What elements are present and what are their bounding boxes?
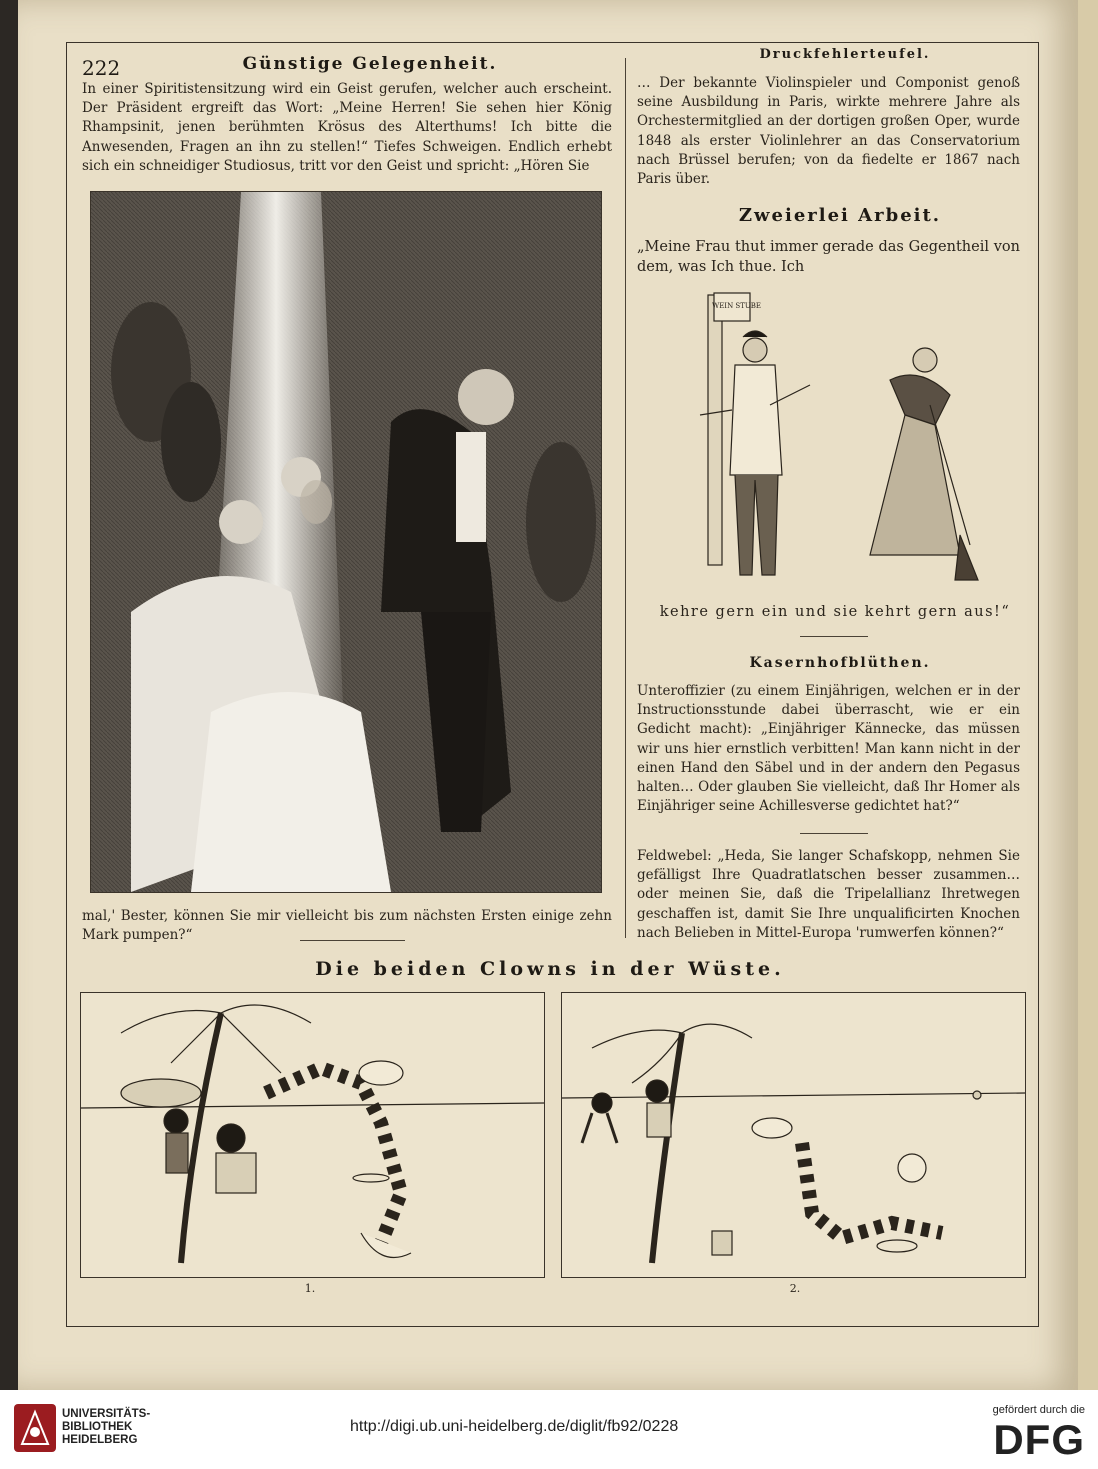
university-name — [62, 1408, 150, 1447]
separator-rule-1 — [800, 636, 868, 637]
uni-line-2: BIBLIOTHEK — [62, 1421, 133, 1433]
comic-panel-1-drawing — [81, 993, 544, 1277]
university-seal-icon — [14, 1404, 56, 1452]
funding-note: gefördert durch die — [992, 1404, 1085, 1416]
two-kinds-illustration — [680, 285, 980, 585]
comic-panel-1 — [80, 992, 545, 1278]
next-page-edge — [1078, 0, 1098, 1390]
comic-panel-1-label: 1. — [304, 1282, 316, 1295]
wine-cellar-sign: WEIN STUBE — [712, 302, 762, 310]
uni-line-3: HEIDELBERG — [62, 1434, 138, 1446]
comic-panel-2 — [561, 992, 1026, 1278]
separator-rule-2 — [800, 833, 868, 834]
left-article-text-bottom: mal,' Bester, können Sie mir vielleicht bis zum nächsten Ersten einige zehn Mark pumpen?“ — [82, 908, 612, 944]
permalink-url[interactable]: http://digi.ub.uni-heidelberg.de/diglit/fb92/0228 — [350, 1418, 679, 1435]
footer-bar — [0, 1390, 1098, 1469]
page-number: 222 — [82, 56, 121, 80]
two-kinds-title: Zweierlei Arbeit. — [738, 205, 942, 226]
spiritist-illustration — [90, 191, 602, 893]
separator-rule-3 — [300, 940, 405, 941]
spiritist-illustration-drawing — [91, 192, 601, 892]
barracks-title: Kasernhofblüthen. — [749, 655, 931, 671]
barracks-para-1: Unteroffizier (zu einem Einjährigen, welchen er in der Instructionsstunde dabei überrascht, wie er ein Gedicht macht): „Einjähriger Kännecke, das müssen wir uns hier ernstlich verbitten! Man kann nicht in der einen Hand den Säbel und in der andern den Pegasus halten… Oder glauben Sie vielleicht, daß Ihr Homer als Einjähriger seine Achillesverse gedichtet hat?“ — [637, 683, 1020, 815]
barracks-para-2: Feldwebel: „Heda, Sie langer Schafskopp, nehmen Sie gefälligst Ihre Quadratlatschen besser zusammen… oder meinen Sie, daß die Tripelallianz Ihretwegen geschaffen ist, damit Sie Ihre unqualificirten Knochen nach Belieben in Mittel-Europa 'rumwerfen können?“ — [637, 848, 1020, 941]
comic-panel-2-drawing — [562, 993, 1025, 1277]
two-kinds-text: „Meine Frau thut immer gerade das Gegentheil von dem, was Ich thue. Ich — [637, 239, 1020, 275]
column-divider — [625, 58, 626, 938]
dfg-logo: DFG — [993, 1416, 1085, 1463]
misprint-text: … Der bekannte Violinspieler und Componist genoß seine Ausbildung in Paris, wirkte mehrere Jahre als Orchestermitglied an der dortigen großen Oper, wurde 1848 als erster Violinlehrer an das Conservatorium nach Brüssel berufen; von da fiedelte er 1867 nach Paris über. — [637, 75, 1020, 188]
uni-line-1: UNIVERSITÄTS- — [62, 1408, 151, 1420]
left-article-title: Günstige Gelegenheit. — [242, 54, 498, 74]
misprint-title: Druckfehlerteufel. — [759, 47, 931, 62]
two-kinds-drawing — [680, 285, 980, 585]
comic-title: Die beiden Clowns in der Wüste. — [315, 958, 785, 980]
left-article-text-top: In einer Spiritistensitzung wird ein Geist gerufen, welcher auch erscheint. Der Präsident ergreift das Wort: „Meine Herren! Sie sehen hier König Rhampsinit, jenen berühmten Krösus des Alterthums! Ich bitte die Anwesenden, Fragen an ihn zu stellen!“ Tiefes Schweigen. Endlich erhebt sich ein schneidiger Studiosus, tritt vor den Geist und spricht: „Hören Sie — [82, 81, 612, 174]
two-kinds-caption: kehre gern ein und sie kehrt gern aus!“ — [659, 604, 1011, 620]
comic-panel-2-label: 2. — [789, 1282, 801, 1295]
